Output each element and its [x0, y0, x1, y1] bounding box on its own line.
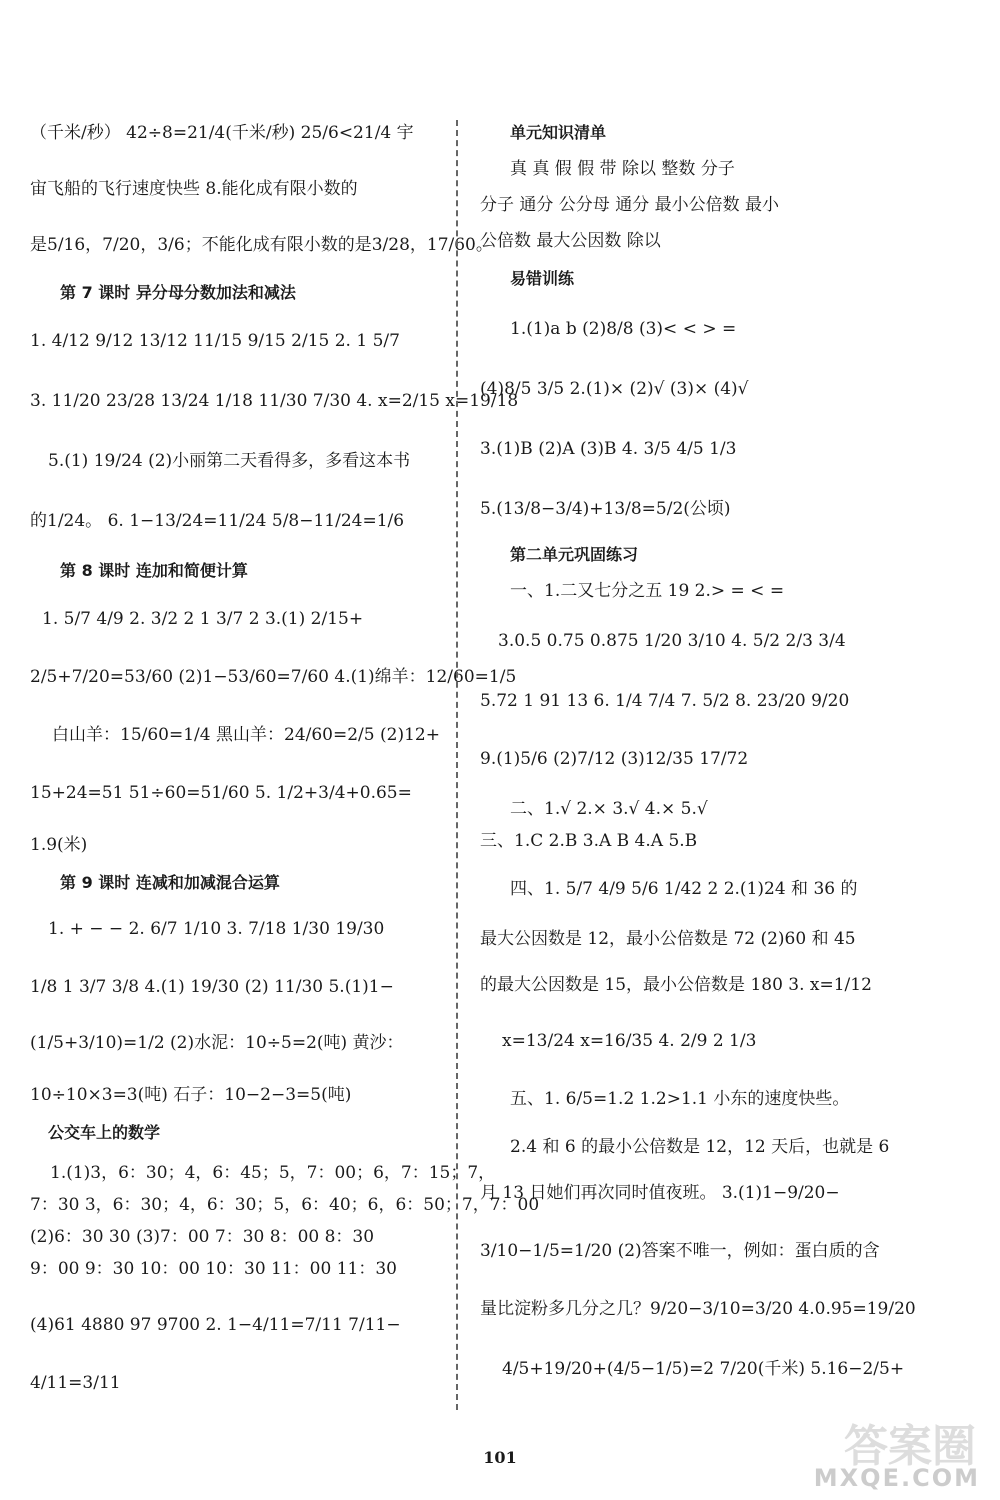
answer-line: 真 真 假 假 带 除以 整数 分子 [510, 159, 735, 179]
answer-line: 9：00 9：30 10：00 10：30 11：00 11：30 [30, 1259, 397, 1279]
answer-line: 的最大公因数是 15，最小公倍数是 180 3. x=1/12 [480, 975, 872, 995]
section-heading: 公交车上的数学 [48, 1123, 161, 1142]
watermark-logo: 答案圈 [844, 1421, 976, 1472]
answer-line: 四、1. 5/7 4/9 5/6 1/42 2 2.(1)24 和 36 的 [510, 879, 858, 899]
answer-line: x=13/24 x=16/35 4. 2/9 2 1/3 [502, 1031, 757, 1051]
answer-line: 宙飞船的飞行速度快些 8.能化成有限小数的 [30, 179, 358, 199]
answer-line: 量比淀粉多几分之几？9/20−3/10=3/20 4.0.95=19/20 [480, 1299, 916, 1319]
answer-line: 5.(13/8−3/4)+13/8=5/2(公顷) [480, 499, 731, 519]
section-heading: 第二单元巩固练习 [510, 545, 639, 564]
watermark [786, 1410, 986, 1494]
answer-line: 1.(1)a b (2)8/8 (3)< < > = [510, 319, 737, 339]
answer-line: 1. 4/12 9/12 13/12 11/15 9/15 2/15 2. 1 5/7 [30, 331, 400, 351]
watermark-text: MXQE.COM [813, 1464, 980, 1492]
answer-line: 五、1. 6/5=1.2 1.2>1.1 小东的速度快些。 [510, 1089, 850, 1109]
answer-line: 二、1.√ 2.× 3.√ 4.× 5.√ [510, 799, 708, 819]
answer-line: 1.9(米) [30, 835, 88, 855]
section-heading: 第 8 课时 连加和简便计算 [60, 561, 248, 580]
section-heading: 易错训练 [510, 269, 575, 288]
answer-line: 最大公因数是 12，最小公倍数是 72 (2)60 和 45 [480, 929, 856, 949]
answer-line: 1. + − − 2. 6/7 1/10 3. 7/18 1/30 19/30 [48, 919, 385, 939]
answer-line: 白山羊：15/60=1/4 黑山羊：24/60=2/5 (2)12+ [52, 725, 440, 745]
answer-line: 2/5+7/20=53/60 (2)1−53/60=7/60 4.(1)绵羊：12/60=1/5 [30, 667, 517, 687]
answer-line: 3.(1)B (2)A (3)B 4. 3/5 4/5 1/3 [480, 439, 737, 459]
section-heading: 第 9 课时 连减和加减混合运算 [60, 873, 280, 892]
section-heading: 单元知识清单 [510, 123, 607, 142]
answer-line: 9.(1)5/6 (2)7/12 (3)12/35 17/72 [480, 749, 749, 769]
answer-line: 15+24=51 51÷60=51/60 5. 1/2+3/4+0.65= [30, 783, 412, 803]
answer-line: (4)8/5 3/5 2.(1)× (2)√ (3)× (4)√ [480, 379, 749, 399]
answer-line: 分子 通分 公分母 通分 最小公倍数 最小 [480, 195, 780, 215]
answer-line: 3/10−1/5=1/20 (2)答案不唯一，例如：蛋白质的含 [480, 1241, 880, 1261]
answer-line: 三、1.C 2.B 3.A B 4.A 5.B [480, 831, 698, 851]
answer-line: 月 13 日她们再次同时值夜班。 3.(1)1−9/20− [480, 1183, 840, 1203]
answer-line: 2.4 和 6 的最小公倍数是 12，12 天后，也就是 6 [510, 1137, 890, 1157]
answer-line: 1/8 1 3/7 3/8 4.(1) 19/30 (2) 11/30 5.(1)1− [30, 977, 394, 997]
answer-line: (4)61 4880 97 9700 2. 1−4/11=7/11 7/11− [30, 1315, 401, 1335]
answer-line: 1.(1)3，6：30；4，6：45；5，7：00；6，7：15；7， [50, 1163, 496, 1183]
answer-line: 5.(1) 19/24 (2)小丽第二天看得多，多看这本书 [48, 451, 411, 471]
answer-line: 的1/24。 6. 1−13/24=11/24 5/8−11/24=1/6 [30, 511, 405, 531]
answer-line: (1/5+3/10)=1/2 (2)水泥：10÷5=2(吨) 黄沙： [30, 1033, 404, 1053]
answer-line: 是5/16，7/20，3/6；不能化成有限小数的是3/28，17/60。 [30, 235, 493, 255]
page-number: 101 [483, 1448, 517, 1467]
answer-line: 3.0.5 0.75 0.875 1/20 3/10 4. 5/2 2/3 3/4 [498, 631, 846, 651]
answer-line: (2)6：30 30 (3)7：00 7：30 8：00 8：30 [30, 1227, 375, 1247]
column-divider [456, 120, 458, 1410]
answer-line: 公倍数 最大公因数 除以 [480, 231, 661, 251]
answer-line: 7：30 3，6：30；4，6：30；5，6：40；6，6：50；7，7：00 [30, 1195, 540, 1215]
answer-line: 3. 11/20 23/28 13/24 1/18 11/30 7/30 4. x=2/15 x=19/18 [30, 391, 519, 411]
answer-line: 5.72 1 91 13 6. 1/4 7/4 7. 5/2 8. 23/20 9/20 [480, 691, 850, 711]
answer-line: 4/5+19/20+(4/5−1/5)=2 7/20(千米) 5.16−2/5+ [502, 1359, 905, 1379]
answer-line: 一、1.二又七分之五 19 2.> = < = [510, 581, 785, 601]
section-heading: 第 7 课时 异分母分数加法和减法 [60, 283, 296, 302]
answer-line: 4/11=3/11 [30, 1373, 121, 1393]
answer-line: 10÷10×3=3(吨) 石子：10−2−3=5(吨) [30, 1085, 352, 1105]
answer-line: 1. 5/7 4/9 2. 3/2 2 1 3/7 2 3.(1) 2/15+ [42, 609, 364, 629]
answer-line: （千米/秒） 42÷8=21/4(千米/秒) 25/6<21/4 宇 [30, 123, 414, 143]
